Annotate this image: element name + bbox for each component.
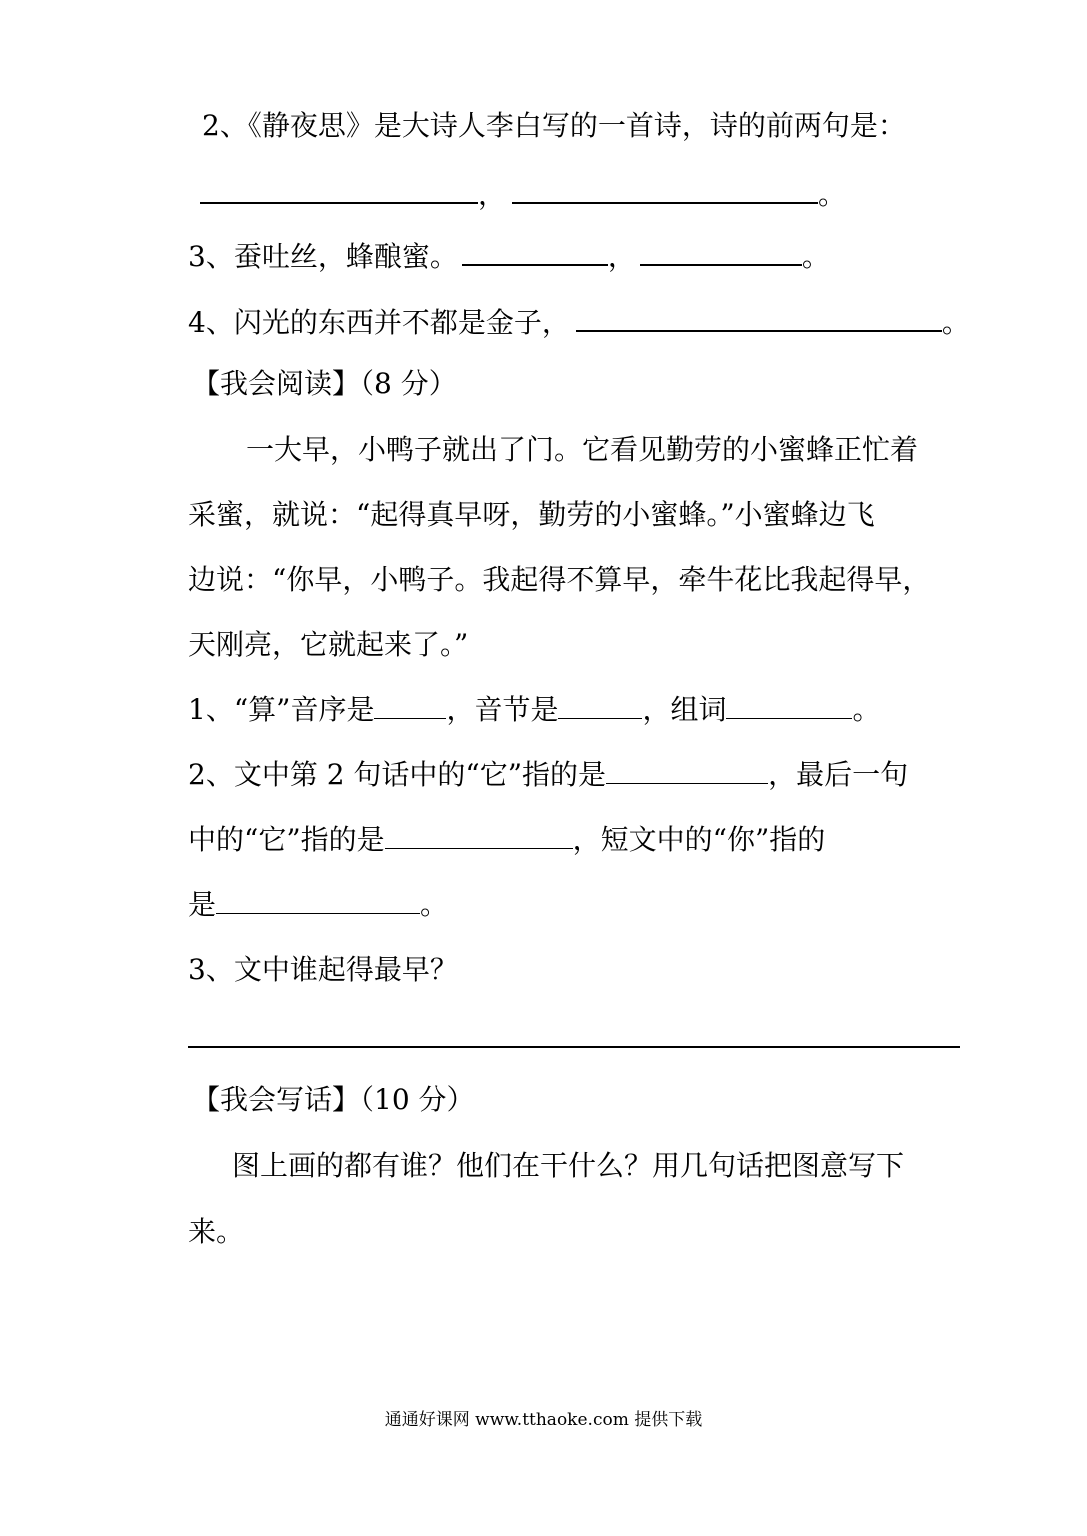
answer-blank[interactable] <box>558 692 642 719</box>
passage-line: 采蜜，就说：“起得真早呀，勤劳的小蜜蜂。”小蜜蜂边飞 <box>188 498 875 531</box>
writing-prompt: 图上画的都有谁？他们在干什么？用几句话把图意写下 <box>232 1149 905 1182</box>
question-2-answer-line: ， 。 <box>200 176 846 213</box>
passage-line: 一大早，小鸭子就出了门。它看见勤劳的小蜜蜂正忙着 <box>246 433 919 466</box>
writing-heading: 【我会写话】（10 分） <box>192 1083 475 1116</box>
answer-blank[interactable] <box>200 176 478 204</box>
answer-blank[interactable] <box>640 238 802 266</box>
passage-line: 边说：“你早，小鸭子。我起得不算早，牵牛花比我起得早， <box>188 563 931 596</box>
reading-heading: 【我会阅读】（8 分） <box>192 367 457 400</box>
question-3-proverb: 3、蚕吐丝，蜂酿蜜。 ， 。 <box>188 240 830 273</box>
reading-question-2: 2、文中第 2 句话中的“它”指的是 ，最后一句 <box>188 758 909 791</box>
reading-question-1: 1、“算”音序是 ，音节是 ，组词 。 <box>188 693 881 726</box>
reading-question-3: 3、文中谁起得最早？ <box>188 953 458 986</box>
answer-blank[interactable] <box>374 692 446 719</box>
answer-blank[interactable] <box>462 238 608 266</box>
answer-blank[interactable] <box>606 757 768 784</box>
reading-question-2-cont: 中的“它”指的是 ，短文中的“你”指的 <box>188 823 826 856</box>
question-4-proverb: 4、闪光的东西并不都是金子， 。 <box>188 306 970 339</box>
writing-prompt-cont: 来。 <box>188 1215 245 1248</box>
reading-question-2-end: 是 。 <box>188 888 449 921</box>
answer-blank[interactable] <box>576 304 942 332</box>
answer-blank[interactable] <box>512 176 818 204</box>
question-2-poem: 2、《静夜思》是大诗人李白写的一首诗，诗的前两句是： <box>202 109 906 142</box>
footer-credit: 通通好课网 www.tthaoke.com 提供下载 <box>384 1410 703 1430</box>
answer-blank[interactable] <box>726 692 852 719</box>
answer-line[interactable] <box>188 1046 960 1048</box>
answer-blank[interactable] <box>385 822 573 849</box>
answer-blank[interactable] <box>216 887 420 914</box>
passage-line: 天刚亮，它就起来了。” <box>188 628 469 661</box>
